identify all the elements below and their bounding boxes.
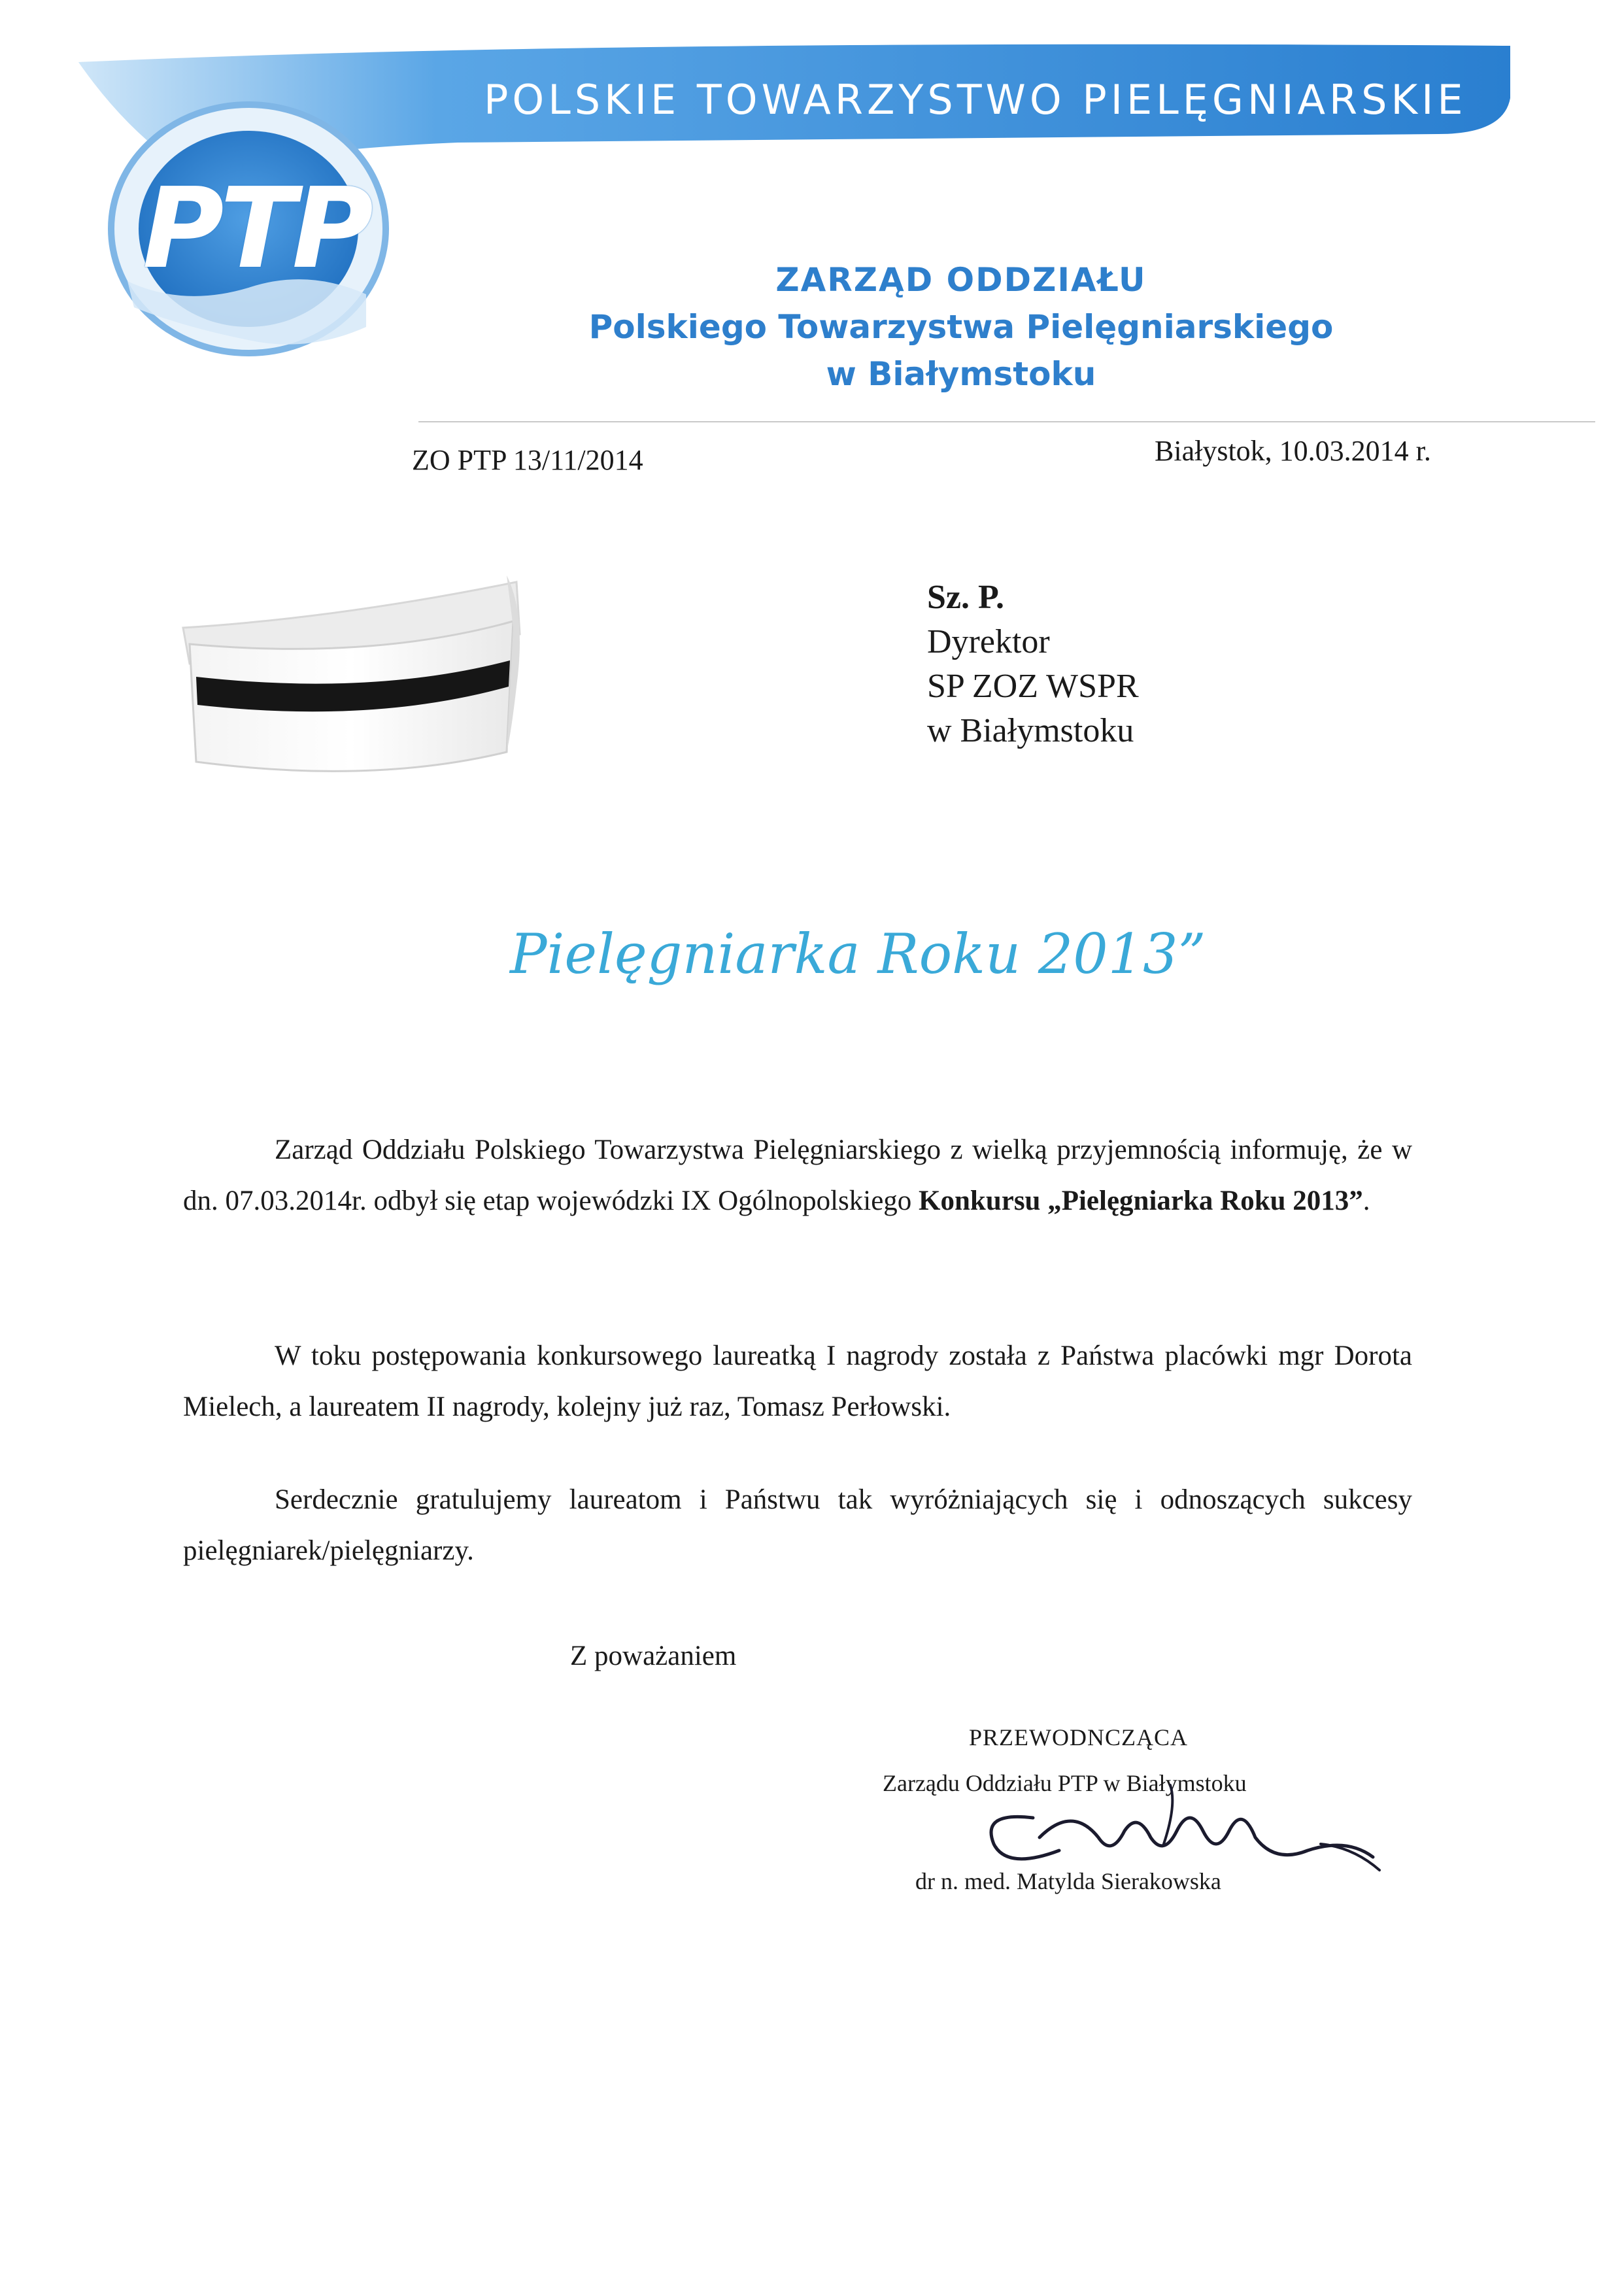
ptp-logo: PTP: [143, 164, 370, 294]
addressee-line-1: Dyrektor: [927, 623, 1050, 660]
document-title: Pielęgniarka Roku 2013”: [510, 922, 1206, 986]
branch-line-3: w Białymstoku: [826, 355, 1096, 393]
branch-line-2: Polskiego Towarzystwa Pielęgniarskiego: [588, 308, 1334, 346]
addressee-salutation: Sz. P.: [927, 579, 1004, 616]
signatory-role: PRZEWODNCZĄCA: [969, 1724, 1188, 1750]
place-and-date: Białystok, 10.03.2014 r.: [1155, 435, 1431, 467]
addressee-block: [927, 575, 1139, 753]
branch-line-1: ZARZĄD ODDZIAŁU: [775, 261, 1147, 299]
paragraph-1-end: .: [1362, 1186, 1370, 1216]
signatory-name: dr n. med. Matylda Sierakowska: [915, 1868, 1221, 1894]
paragraph-1: [183, 1125, 1412, 1227]
header-divider: [418, 421, 1595, 422]
organization-name: POLSKIE TOWARZYSTWO PIELĘGNIARSKIE: [484, 76, 1467, 124]
paragraph-1-text: Zarząd Oddziału Polskiego Towarzystwa Pielęgniarskiego z wielką przyjemnością informuję, że w dn. 07.03.2014r. odbył się etap wojewódzki IX Ogólnopolskiego: [183, 1134, 1412, 1216]
paragraph-3: Serdecznie gratulujemy laureatom i Państwu tak wyróżniających się i odnoszących sukcesy pielęgniarek/pielęgniarzy.: [183, 1484, 1412, 1566]
paragraph-2: W toku postępowania konkursowego laureatką I nagrody została z Państwa placówki mgr Dorota Mielech, a laureatem II nagrody, kolejny już raz, Tomasz Perłowski.: [183, 1340, 1412, 1422]
addressee-line-2: SP ZOZ WSPR: [927, 668, 1139, 705]
addressee-line-3: w Białymstoku: [927, 712, 1134, 749]
branch-header: [484, 256, 1438, 398]
closing: Z poważaniem: [570, 1641, 737, 1671]
signatory-branch: Zarządu Oddziału PTP w Białymstoku: [883, 1770, 1247, 1796]
paragraph-1-bold: Konkursu „Pielęgniarka Roku 2013”: [919, 1186, 1363, 1216]
reference-number: ZO PTP 13/11/2014: [412, 444, 643, 476]
nurse-cap-image: [177, 536, 530, 811]
